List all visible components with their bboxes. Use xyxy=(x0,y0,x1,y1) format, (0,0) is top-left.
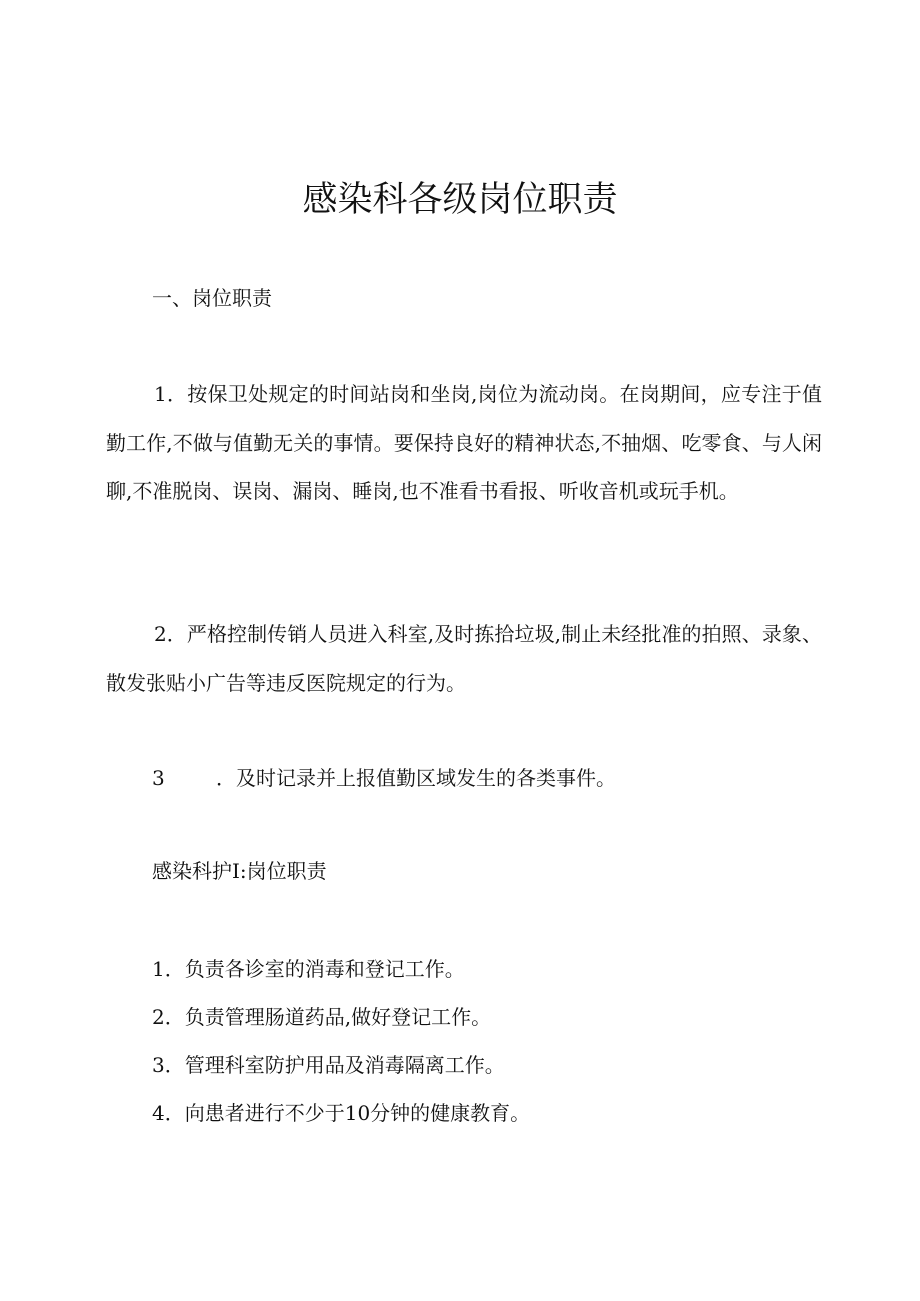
nurse-duty-item-3: 3．管理科室防护用品及消毒隔离工作。 xyxy=(152,1053,505,1077)
duty-item-1: 1．按保卫处规定的时间站岗和坐岗,岗位为流动岗。在岗期间，应专注于值勤工作,不做与值勤无关的事情。要保持良好的精神状态,不抽烟、吃零食、与人闲聊,不准脱岗、误岗、漏岗、睡岗,也不准看书看报、听收音机或玩手机。 xyxy=(106,382,822,503)
nurse-duty-item-1: 1．负责各诊室的消毒和登记工作。 xyxy=(152,957,465,981)
duty-item-2: 2．严格控制传销人员进入科室,及时拣拾垃圾,制止未经批准的拍照、录象、散发张贴小广告等违反医院规定的行为。 xyxy=(106,622,822,695)
duty-item-3-number: 3 xyxy=(152,766,165,790)
section-heading-nurse-duties: 感染科护I:岗位职责 xyxy=(152,859,327,883)
section-heading-duties: 一、岗位职责 xyxy=(152,286,272,310)
document-title: 感染科各级岗位职责 xyxy=(302,180,618,220)
duty-item-3 xyxy=(152,762,872,794)
nurse-duty-item-4: 4．向患者进行不少于10分钟的健康教育。 xyxy=(152,1101,531,1125)
nurse-duty-item-2: 2．负责管理肠道药品,做好登记工作。 xyxy=(152,1005,492,1029)
duty-item-3-text: ．及时记录并上报值勤区域发生的各类事件。 xyxy=(216,766,616,790)
